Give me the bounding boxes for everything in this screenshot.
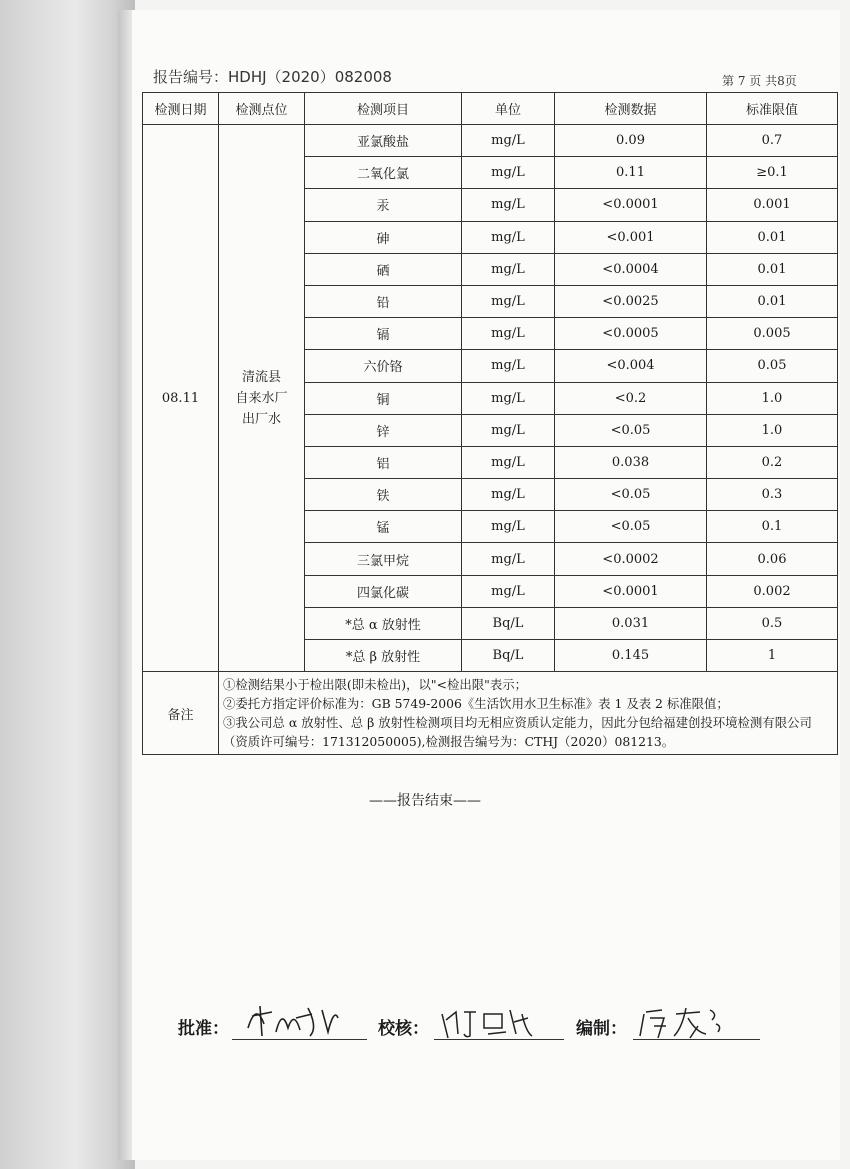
cell-unit: mg/L [462,446,555,478]
column-header: 标准限值 [707,93,838,125]
location-line: 清流县 [241,369,281,385]
cell-limit: 0.01 [707,285,838,317]
cell-unit: mg/L [462,543,555,575]
location-line: 出厂水 [241,411,281,427]
cell-value: 0.038 [555,446,707,478]
cell-value: <0.05 [555,511,707,543]
cell-item: 二氧化氯 [305,157,462,189]
cell-unit: mg/L [462,253,555,285]
cell-value: 0.031 [555,607,707,639]
cell-item: 锌 [305,414,462,446]
cell-unit: Bq/L [462,607,555,639]
cell-limit: 0.7 [707,125,838,157]
cell-unit: mg/L [462,221,555,253]
cell-item: 汞 [305,189,462,221]
report-number: 报告编号：HDHJ（2020）082008 [153,68,392,86]
cell-unit: mg/L [462,125,555,157]
cell-limit: 0.01 [707,253,838,285]
cell-value: <0.05 [555,479,707,511]
cell-value: <0.05 [555,414,707,446]
cell-unit: mg/L [462,414,555,446]
remarks-text [219,672,838,755]
cell-item: 镉 [305,318,462,350]
remark-line: ①检测结果小于检出限(即未检出)，以"<检出限"表示； [223,677,528,693]
cell-unit: mg/L [462,511,555,543]
book-binding-shadow [0,0,135,1169]
previous-page-edge [118,10,132,1160]
cell-unit: mg/L [462,575,555,607]
cell-item: 三氯甲烷 [305,543,462,575]
cell-unit: mg/L [462,318,555,350]
compile-label: 编制： [576,1019,627,1039]
cell-value: 0.11 [555,157,707,189]
cell-item: 四氯化碳 [305,575,462,607]
cell-limit: 0.002 [707,575,838,607]
page-indicator: 第 7 页 共8页 [722,74,797,88]
remark-line: ②委托方指定评价标准为：GB 5749-2006《生活饮用水卫生标准》表 1 及表 2 标准限值； [223,696,729,712]
cell-value: <0.2 [555,382,707,414]
cell-unit: mg/L [462,479,555,511]
cell-value: <0.0025 [555,285,707,317]
cell-limit: 0.001 [707,189,838,221]
column-header: 检测项目 [305,93,462,125]
cell-value: <0.0001 [555,189,707,221]
column-header: 单位 [462,93,555,125]
cell-value: <0.001 [555,221,707,253]
cell-item: 亚氯酸盐 [305,125,462,157]
cell-limit: 0.005 [707,318,838,350]
cell-limit: 1.0 [707,414,838,446]
cell-limit: 0.3 [707,479,838,511]
cell-limit: 0.1 [707,511,838,543]
cell-limit: 0.01 [707,221,838,253]
cell-value: <0.004 [555,350,707,382]
cell-limit: 1 [707,640,838,672]
review-signature [436,1004,536,1042]
column-header: 检测点位 [219,93,305,125]
cell-item: 铜 [305,382,462,414]
cell-item: 铝 [305,446,462,478]
test-results-table [142,92,838,755]
column-header: 检测数据 [555,93,707,125]
cell-value: <0.0002 [555,543,707,575]
cell-limit: 0.06 [707,543,838,575]
cell-item: 锰 [305,511,462,543]
cell-unit: mg/L [462,382,555,414]
cell-value: 0.145 [555,640,707,672]
test-date: 08.11 [143,125,219,672]
table-row [143,125,838,157]
sampling-location [219,125,305,672]
cell-value: 0.09 [555,125,707,157]
remarks-label: 备注 [143,672,219,755]
cell-item: 六价铬 [305,350,462,382]
report-end-marker: ——报告结束—— [369,793,481,809]
column-header: 检测日期 [143,93,219,125]
cell-unit: mg/L [462,350,555,382]
cell-limit: 0.05 [707,350,838,382]
table-header-row [143,93,838,125]
approve-signature [238,998,348,1042]
cell-unit: mg/L [462,285,555,317]
compile-signature [636,1004,736,1042]
cell-limit: 1.0 [707,382,838,414]
cell-item: 铁 [305,479,462,511]
cell-unit: Bq/L [462,640,555,672]
cell-item: 铅 [305,285,462,317]
cell-limit: ≥0.1 [707,157,838,189]
approve-label: 批准： [178,1019,229,1039]
cell-value: <0.0005 [555,318,707,350]
review-label: 校核： [378,1019,429,1039]
location-line: 自来水厂 [235,390,288,406]
cell-limit: 0.5 [707,607,838,639]
cell-item: *总 β 放射性 [305,640,462,672]
remarks-row [143,672,838,755]
cell-item: 砷 [305,221,462,253]
cell-item: 硒 [305,253,462,285]
cell-value: <0.0004 [555,253,707,285]
cell-limit: 0.2 [707,446,838,478]
remark-line: ③我公司总 α 放射性、总 β 放射性检测项目均无相应资质认定能力，因此分包给福建创投环境检测有限公司（资质许可编号：171312050005),检测报告编号为：CTHJ（2020）081213。 [223,715,812,750]
cell-unit: mg/L [462,189,555,221]
cell-value: <0.0001 [555,575,707,607]
cell-unit: mg/L [462,157,555,189]
cell-item: *总 α 放射性 [305,607,462,639]
